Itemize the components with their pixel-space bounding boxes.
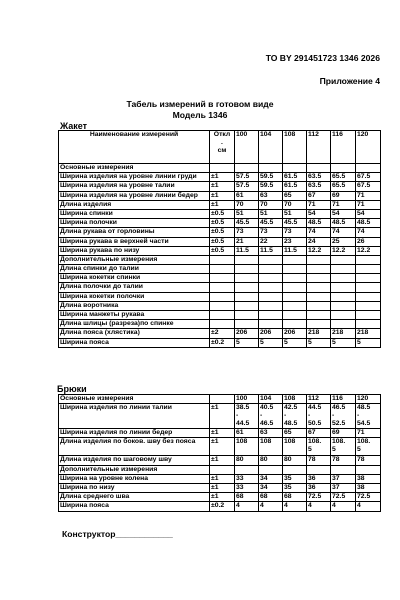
size-value-cell: 48.5 xyxy=(356,219,381,228)
size-value-cell: 63.5 xyxy=(307,173,331,182)
size-value-cell: 71 xyxy=(356,200,381,209)
size-value-cell: 11.5 xyxy=(283,246,307,255)
size-value-cell xyxy=(356,292,381,301)
table-row xyxy=(59,502,381,511)
size-value-cell: 69 xyxy=(331,191,356,200)
header-size: 116 xyxy=(331,395,356,404)
table-row xyxy=(59,429,381,438)
measurement-name: Ширина спинки xyxy=(59,209,210,218)
size-value-cell xyxy=(259,465,283,474)
size-value-cell: 5 xyxy=(307,338,331,347)
size-value-cell: 59.5 xyxy=(259,182,283,191)
measurement-name: Основные измерения xyxy=(59,164,210,173)
size-value-cell xyxy=(307,311,331,320)
size-value-cell: 80 xyxy=(259,456,283,465)
tolerance-cell: ±1 xyxy=(210,438,235,456)
tolerance-cell: ±1 xyxy=(210,404,235,429)
tolerance-cell: ±0.5 xyxy=(210,209,235,218)
pants-section-title: Брюки xyxy=(57,384,87,394)
size-value-cell xyxy=(356,465,381,474)
size-value-cell: 33 xyxy=(235,483,259,492)
table-row xyxy=(59,219,381,228)
table-row xyxy=(59,164,381,173)
size-value-cell: 22 xyxy=(259,237,283,246)
size-value-cell xyxy=(331,265,356,274)
size-value-cell: 45.5 xyxy=(259,219,283,228)
appendix-label: Приложение 4 xyxy=(319,76,380,86)
size-value-cell xyxy=(356,283,381,292)
size-value-cell: 51 xyxy=(235,209,259,218)
size-value-cell xyxy=(259,265,283,274)
size-value-cell xyxy=(356,164,381,173)
size-value-cell xyxy=(235,320,259,329)
table-row xyxy=(59,274,381,283)
constructor-signature-line: Конструктор____________ xyxy=(62,529,173,539)
size-value-cell xyxy=(307,465,331,474)
size-value-cell: 4 xyxy=(356,502,381,511)
size-value-cell: 35 xyxy=(283,483,307,492)
size-value-cell: 73 xyxy=(283,228,307,237)
size-value-cell: 218 xyxy=(307,329,331,338)
tolerance-cell xyxy=(210,465,235,474)
size-value-cell: 38 xyxy=(356,483,381,492)
table-row xyxy=(59,483,381,492)
size-value-cell: 67.5 xyxy=(356,182,381,191)
size-value-cell: 71 xyxy=(356,191,381,200)
table-row xyxy=(59,311,381,320)
table-row xyxy=(59,493,381,502)
size-value-cell: 5 xyxy=(283,338,307,347)
jacket-measurements-table xyxy=(58,130,381,348)
table-row xyxy=(59,283,381,292)
header-size: 116 xyxy=(331,131,356,164)
size-value-cell: 51 xyxy=(283,209,307,218)
size-value-cell: 21 xyxy=(235,237,259,246)
document-title: Табель измерений в готовом виде xyxy=(126,99,274,109)
size-value-cell xyxy=(283,265,307,274)
size-value-cell xyxy=(235,283,259,292)
size-value-cell xyxy=(307,320,331,329)
size-value-cell xyxy=(283,274,307,283)
pants-measurements-table xyxy=(58,394,381,512)
tolerance-cell: ±0.2 xyxy=(210,502,235,511)
header-size: 104 xyxy=(259,395,283,404)
size-value-cell: 57.5 xyxy=(235,182,259,191)
size-value-cell: 61 xyxy=(235,429,259,438)
size-value-cell: 71 xyxy=(307,200,331,209)
size-value-cell: 23 xyxy=(283,237,307,246)
measurement-name: Длина изделия по шаговому шву xyxy=(59,456,210,465)
measurement-name: Ширина по низу xyxy=(59,483,210,492)
tolerance-cell: ±1 xyxy=(210,173,235,182)
size-value-cell: 4 xyxy=(331,502,356,511)
size-value-cell: 72.5 xyxy=(356,493,381,502)
size-value-cell xyxy=(283,164,307,173)
table-row xyxy=(59,474,381,483)
tolerance-cell: ±1 xyxy=(210,182,235,191)
measurement-name: Длина изделия xyxy=(59,200,210,209)
size-value-cell: 63 xyxy=(259,429,283,438)
size-value-cell xyxy=(331,283,356,292)
size-value-cell: 40.5 - 46.5 xyxy=(259,404,283,429)
header-measurement-name: Наименование измерений xyxy=(59,131,210,164)
measurement-name: Ширина манжеты рукава xyxy=(59,311,210,320)
size-value-cell xyxy=(331,292,356,301)
size-value-cell xyxy=(283,320,307,329)
size-value-cell: 68 xyxy=(259,493,283,502)
size-value-cell xyxy=(235,311,259,320)
measurement-name: Длина пояса (хлястика) xyxy=(59,329,210,338)
size-value-cell: 35 xyxy=(283,474,307,483)
size-value-cell: 65.5 xyxy=(331,182,356,191)
measurement-name: Длина шлицы (разреза)по спинке xyxy=(59,320,210,329)
table-row xyxy=(59,246,381,255)
measurement-name: Ширина пояса xyxy=(59,338,210,347)
size-value-cell: 11.5 xyxy=(235,246,259,255)
tolerance-cell: ±2 xyxy=(210,329,235,338)
header-size: 100 xyxy=(235,395,259,404)
size-value-cell xyxy=(235,465,259,474)
size-value-cell: 72.5 xyxy=(307,493,331,502)
size-value-cell: 61.5 xyxy=(283,173,307,182)
size-value-cell xyxy=(235,292,259,301)
header-size: 120 xyxy=(356,395,381,404)
tolerance-cell xyxy=(210,292,235,301)
header-tolerance: Откл . см xyxy=(210,131,235,164)
size-value-cell xyxy=(259,311,283,320)
size-value-cell xyxy=(259,301,283,310)
measurement-name: Длина изделия по боков. шву без пояса xyxy=(59,438,210,456)
size-value-cell xyxy=(356,265,381,274)
size-value-cell xyxy=(331,465,356,474)
size-value-cell: 71 xyxy=(331,200,356,209)
size-value-cell: 61 xyxy=(235,191,259,200)
measurement-name: Дополнительные измерения xyxy=(59,465,210,474)
size-value-cell: 108 xyxy=(235,438,259,456)
size-value-cell: 38.5 - 44.5 xyxy=(235,404,259,429)
measurement-name: Ширина кокетки спинки xyxy=(59,274,210,283)
size-value-cell: 74 xyxy=(331,228,356,237)
header-size: 108 xyxy=(283,395,307,404)
tolerance-cell xyxy=(210,301,235,310)
size-value-cell: 80 xyxy=(283,456,307,465)
size-value-cell: 73 xyxy=(235,228,259,237)
size-value-cell: 12.2 xyxy=(307,246,331,255)
size-value-cell xyxy=(259,255,283,264)
size-value-cell: 74 xyxy=(307,228,331,237)
header-size: 112 xyxy=(307,395,331,404)
size-value-cell xyxy=(283,292,307,301)
size-value-cell xyxy=(356,311,381,320)
size-value-cell: 33 xyxy=(235,474,259,483)
size-value-cell: 218 xyxy=(331,329,356,338)
size-value-cell xyxy=(259,274,283,283)
table-row xyxy=(59,182,381,191)
table-row xyxy=(59,209,381,218)
size-value-cell: 108 xyxy=(283,438,307,456)
tolerance-cell xyxy=(210,255,235,264)
size-value-cell: 78 xyxy=(307,456,331,465)
size-value-cell: 26 xyxy=(356,237,381,246)
size-value-cell xyxy=(331,274,356,283)
size-value-cell: 71 xyxy=(356,429,381,438)
header-tolerance xyxy=(210,395,235,404)
size-value-cell xyxy=(235,274,259,283)
table-row xyxy=(59,200,381,209)
size-value-cell xyxy=(283,465,307,474)
jacket-header-row xyxy=(59,131,381,164)
size-value-cell: 4 xyxy=(259,502,283,511)
size-value-cell: 78 xyxy=(331,456,356,465)
table-row xyxy=(59,301,381,310)
size-value-cell: 54 xyxy=(331,209,356,218)
size-value-cell: 5 xyxy=(259,338,283,347)
tolerance-cell: ±1 xyxy=(210,493,235,502)
table-row xyxy=(59,456,381,465)
size-value-cell: 48.5 - 54.5 xyxy=(356,404,381,429)
header-size: 108 xyxy=(283,131,307,164)
tolerance-cell: ±1 xyxy=(210,191,235,200)
tolerance-cell: ±0.5 xyxy=(210,219,235,228)
tolerance-cell: ±1 xyxy=(210,429,235,438)
table-row xyxy=(59,255,381,264)
size-value-cell: 65 xyxy=(283,429,307,438)
size-value-cell: 108 xyxy=(259,438,283,456)
size-value-cell: 218 xyxy=(356,329,381,338)
size-value-cell: 42.5 - 48.5 xyxy=(283,404,307,429)
size-value-cell: 70 xyxy=(283,200,307,209)
size-value-cell: 48.5 xyxy=(307,219,331,228)
size-value-cell xyxy=(307,283,331,292)
size-value-cell: 34 xyxy=(259,483,283,492)
measurement-name: Ширина изделия по линии бедер xyxy=(59,429,210,438)
tolerance-cell: ±0.5 xyxy=(210,228,235,237)
measurement-name: Длина воротника xyxy=(59,301,210,310)
size-value-cell: 45.5 xyxy=(283,219,307,228)
size-value-cell: 72.5 xyxy=(331,493,356,502)
tolerance-cell: ±1 xyxy=(210,474,235,483)
measurement-name: Ширина изделия по линии талии xyxy=(59,404,210,429)
size-value-cell xyxy=(356,301,381,310)
measurement-name: Ширина изделия на уровне линии груди xyxy=(59,173,210,182)
table-row xyxy=(59,265,381,274)
size-value-cell: 74 xyxy=(356,228,381,237)
size-value-cell: 70 xyxy=(235,200,259,209)
size-value-cell: 57.5 xyxy=(235,173,259,182)
size-value-cell: 25 xyxy=(331,237,356,246)
tolerance-cell xyxy=(210,164,235,173)
size-value-cell: 4 xyxy=(235,502,259,511)
jacket-section-title: Жакет xyxy=(60,121,88,131)
size-value-cell xyxy=(307,255,331,264)
size-value-cell: 24 xyxy=(307,237,331,246)
tolerance-cell: ±1 xyxy=(210,456,235,465)
size-value-cell: 73 xyxy=(259,228,283,237)
table-row xyxy=(59,465,381,474)
size-value-cell: 5 xyxy=(235,338,259,347)
table-row xyxy=(59,191,381,200)
header-measurement-name: Основные измерения xyxy=(59,395,210,404)
size-value-cell xyxy=(307,301,331,310)
table-row xyxy=(59,228,381,237)
measurement-name: Ширина изделия на уровне талии xyxy=(59,182,210,191)
size-value-cell xyxy=(283,283,307,292)
table-row xyxy=(59,173,381,182)
size-value-cell: 65 xyxy=(283,191,307,200)
table-row xyxy=(59,237,381,246)
table-row xyxy=(59,404,381,429)
size-value-cell: 108. 5 xyxy=(307,438,331,456)
pants-header-row xyxy=(59,395,381,404)
size-value-cell: 80 xyxy=(235,456,259,465)
size-value-cell xyxy=(259,164,283,173)
size-value-cell: 37 xyxy=(331,474,356,483)
size-value-cell: 108. 5 xyxy=(331,438,356,456)
size-value-cell: 51 xyxy=(259,209,283,218)
tolerance-cell: ±0.5 xyxy=(210,237,235,246)
measurement-name: Дополнительные измерения xyxy=(59,255,210,264)
size-value-cell: 34 xyxy=(259,474,283,483)
table-row xyxy=(59,329,381,338)
size-value-cell: 108. 5 xyxy=(356,438,381,456)
size-value-cell: 67.5 xyxy=(356,173,381,182)
tolerance-cell xyxy=(210,311,235,320)
table-row xyxy=(59,338,381,347)
size-value-cell: 36 xyxy=(307,483,331,492)
measurement-name: Ширина на уровне колена xyxy=(59,474,210,483)
size-value-cell: 67 xyxy=(307,191,331,200)
size-value-cell: 12.2 xyxy=(331,246,356,255)
size-value-cell: 69 xyxy=(331,429,356,438)
table-row xyxy=(59,292,381,301)
size-value-cell xyxy=(283,311,307,320)
size-value-cell xyxy=(235,265,259,274)
tolerance-cell xyxy=(210,320,235,329)
tolerance-cell xyxy=(210,283,235,292)
size-value-cell xyxy=(307,292,331,301)
size-value-cell xyxy=(331,311,356,320)
size-value-cell: 44.5 - 50.5 xyxy=(307,404,331,429)
tolerance-cell xyxy=(210,274,235,283)
measurement-name: Длина полочки до талии xyxy=(59,283,210,292)
size-value-cell: 48.5 xyxy=(331,219,356,228)
size-value-cell: 12.2 xyxy=(356,246,381,255)
header-size: 100 xyxy=(235,131,259,164)
size-value-cell: 63.5 xyxy=(307,182,331,191)
size-value-cell: 37 xyxy=(331,483,356,492)
size-value-cell: 11.5 xyxy=(259,246,283,255)
table-row xyxy=(59,438,381,456)
size-value-cell: 63 xyxy=(259,191,283,200)
size-value-cell: 4 xyxy=(283,502,307,511)
size-value-cell xyxy=(307,164,331,173)
measurement-name: Ширина рукава по низу xyxy=(59,246,210,255)
size-value-cell: 45.5 xyxy=(235,219,259,228)
size-value-cell: 206 xyxy=(283,329,307,338)
header-size: 112 xyxy=(307,131,331,164)
size-value-cell xyxy=(307,265,331,274)
size-value-cell: 206 xyxy=(235,329,259,338)
size-value-cell: 38 xyxy=(356,474,381,483)
measurement-name: Ширина изделия на уровне линии бедер xyxy=(59,191,210,200)
document-code: ТО BY 291451723 1346 2026 xyxy=(265,53,380,63)
measurement-name: Длина среднего шва xyxy=(59,493,210,502)
size-value-cell: 206 xyxy=(259,329,283,338)
tolerance-cell: ±0.2 xyxy=(210,338,235,347)
measurement-name: Ширина кокетки полочки xyxy=(59,292,210,301)
size-value-cell: 68 xyxy=(235,493,259,502)
size-value-cell: 68 xyxy=(283,493,307,502)
size-value-cell xyxy=(331,255,356,264)
size-value-cell xyxy=(283,255,307,264)
tolerance-cell xyxy=(210,265,235,274)
table-row xyxy=(59,320,381,329)
size-value-cell: 70 xyxy=(259,200,283,209)
measurement-name: Длина рукава от горловины xyxy=(59,228,210,237)
size-value-cell: 5 xyxy=(356,338,381,347)
size-value-cell: 54 xyxy=(356,209,381,218)
header-size: 120 xyxy=(356,131,381,164)
size-value-cell: 5 xyxy=(331,338,356,347)
size-value-cell: 61.5 xyxy=(283,182,307,191)
measurement-name: Ширина пояса xyxy=(59,502,210,511)
measurement-name: Ширина рукава в верхней части xyxy=(59,237,210,246)
size-value-cell xyxy=(259,292,283,301)
tolerance-cell: ±1 xyxy=(210,483,235,492)
size-value-cell xyxy=(356,320,381,329)
size-value-cell xyxy=(259,320,283,329)
size-value-cell xyxy=(283,301,307,310)
size-value-cell: 59.5 xyxy=(259,173,283,182)
size-value-cell xyxy=(235,164,259,173)
size-value-cell: 4 xyxy=(307,502,331,511)
size-value-cell: 78 xyxy=(356,456,381,465)
size-value-cell xyxy=(259,283,283,292)
size-value-cell: 46.5 - 52.5 xyxy=(331,404,356,429)
header-size: 104 xyxy=(259,131,283,164)
size-value-cell xyxy=(331,164,356,173)
size-value-cell: 36 xyxy=(307,474,331,483)
size-value-cell xyxy=(331,301,356,310)
size-value-cell xyxy=(235,301,259,310)
tolerance-cell: ±0.5 xyxy=(210,246,235,255)
size-value-cell xyxy=(307,274,331,283)
size-value-cell xyxy=(356,274,381,283)
size-value-cell xyxy=(331,320,356,329)
size-value-cell: 65.5 xyxy=(331,173,356,182)
model-title: Модель 1346 xyxy=(172,110,228,120)
size-value-cell: 54 xyxy=(307,209,331,218)
tolerance-cell: ±1 xyxy=(210,200,235,209)
measurement-name: Ширина полочки xyxy=(59,219,210,228)
size-value-cell: 67 xyxy=(307,429,331,438)
size-value-cell xyxy=(235,255,259,264)
measurement-name: Длина спинки до талии xyxy=(59,265,210,274)
size-value-cell xyxy=(356,255,381,264)
